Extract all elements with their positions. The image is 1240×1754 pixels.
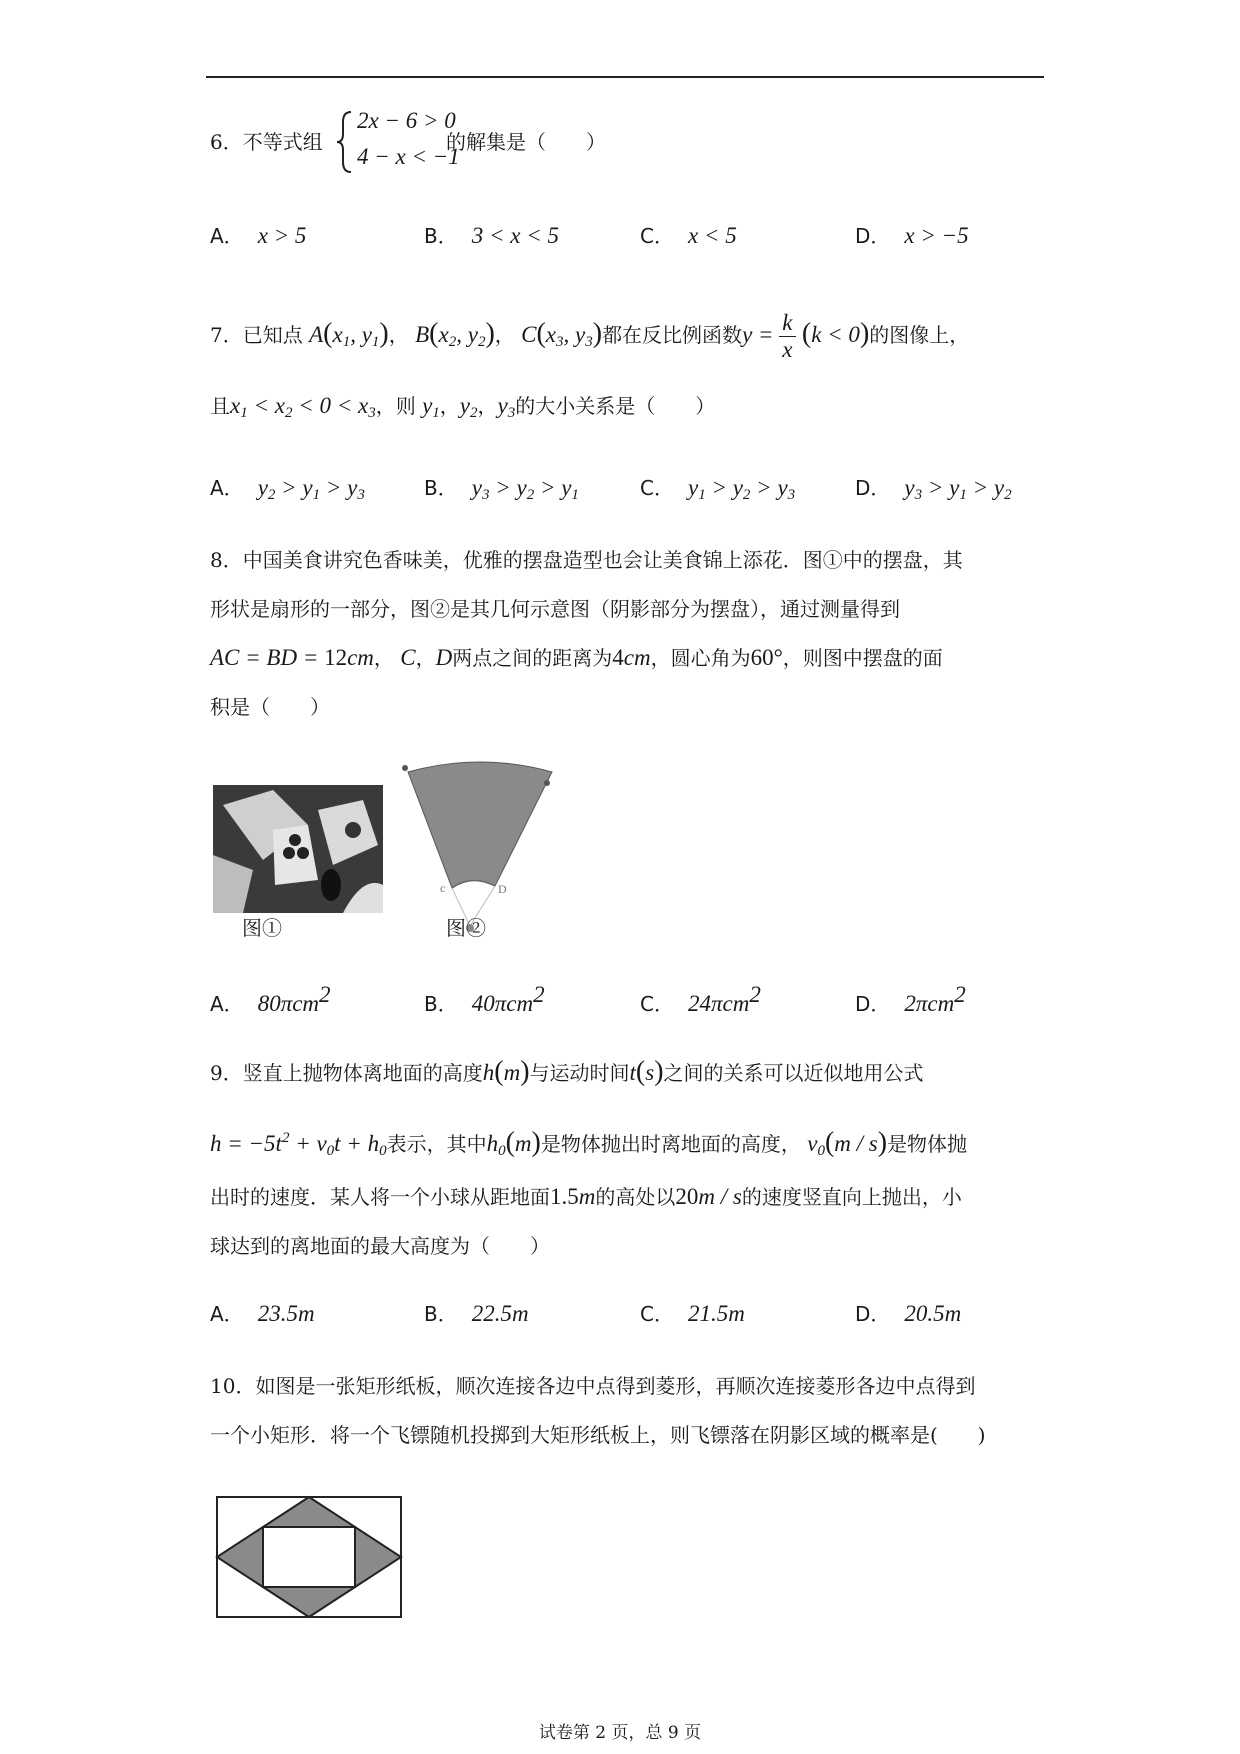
q10-line2: 一个小矩形．将一个飞镖随机投掷到大矩形纸板上，则飞镖落在阴影区域的概率是( ) bbox=[210, 1423, 986, 1447]
q6-tail: 的解集是（ ） bbox=[446, 130, 606, 154]
svg-text:D: D bbox=[498, 882, 507, 896]
q6-option-c[interactable]: C． x < 5 bbox=[640, 223, 737, 248]
q6-stem: 6．不等式组 bbox=[210, 130, 323, 154]
q7-option-d[interactable]: D． $y_3 > y_1 > y_2$ bbox=[855, 475, 1012, 503]
q10-line1: 10．如图是一张矩形纸板，顺次连接各边中点得到菱形，再顺次连接菱形各边中点得到 bbox=[210, 1374, 976, 1398]
q9-line3: 出时的速度．某人将一个小球从距地面1.5m的高处以20m / s的速度竖直向上抛出，小 bbox=[210, 1184, 962, 1209]
q8-figure1-caption: 图① bbox=[242, 916, 282, 940]
page-footer: 试卷第 2 页，总 9 页 bbox=[538, 1723, 702, 1743]
q9-options bbox=[210, 1298, 1070, 1328]
q8-line1: 8．中国美食讲究色香味美，优雅的摆盘造型也会让美食锦上添花．图①中的摆盘，其 bbox=[210, 548, 963, 572]
q6-option-d[interactable]: D． x > −5 bbox=[855, 223, 969, 248]
q9-option-d[interactable]: D． 20.5m bbox=[855, 1301, 962, 1326]
q6-option-a[interactable]: A． x > 5 bbox=[210, 223, 307, 248]
q6-options bbox=[210, 220, 1070, 250]
q7-option-b[interactable]: B． $y_3 > y_2 > y_1$ bbox=[424, 475, 579, 503]
q7-option-a[interactable]: A． $y_2 > y_1 > y_3$ bbox=[210, 475, 365, 503]
q8-line2: 形状是扇形的一部分，图②是其几何示意图（阴影部分为摆盘），通过测量得到 bbox=[210, 597, 900, 621]
q8-option-a[interactable]: A． 80πcm$^2$ bbox=[210, 982, 331, 1016]
q7-line1: 7．已知点 $A(x_1$, $y_1$)， $B(x_2$, $y_2$)， $C(x_3$, $y_3$)都在反比例函数y = $\frac{k}{x}$ (k < 0)的图像上， bbox=[210, 310, 970, 362]
q6-system bbox=[335, 108, 460, 178]
q9-line1: 9．竖直上抛物体离地面的高度h(m)与运动时间t(s)之间的关系可以近似地用公式 bbox=[210, 1056, 924, 1087]
svg-text:c: c bbox=[440, 881, 446, 895]
q7-option-c[interactable]: C． $y_1 > y_2 > y_3$ bbox=[640, 475, 796, 503]
q8-figure2-sector bbox=[400, 758, 565, 938]
q9-line2: $h = -5t^2 + v_0t + h_0$表示，其中$h_0(m)$是物体抛出时离地面的高度， $v_0(m / s)$是物体抛 bbox=[210, 1127, 968, 1159]
q9-option-b[interactable]: B． 22.5m bbox=[424, 1301, 529, 1326]
q7-options bbox=[210, 472, 1070, 502]
q8-figure1-photo bbox=[213, 785, 383, 913]
q6-option-b[interactable]: B． 3 < x < 5 bbox=[424, 223, 559, 248]
q9-option-a[interactable]: A． 23.5m bbox=[210, 1301, 315, 1326]
header-rule bbox=[206, 76, 1044, 78]
q8-option-c[interactable]: C． 24πcm$^2$ bbox=[640, 982, 761, 1016]
q10-figure-rectangle bbox=[215, 1495, 405, 1621]
brace-icon bbox=[335, 110, 355, 174]
q8-option-b[interactable]: B． 40πcm$^2$ bbox=[424, 982, 545, 1016]
q8-option-d[interactable]: D． 2πcm$^2$ bbox=[855, 982, 966, 1016]
q8-options bbox=[210, 982, 1070, 1016]
q7-fraction: $\frac{k}{x}$ bbox=[779, 310, 795, 363]
q8-line4: 积是（ ） bbox=[210, 695, 330, 719]
q9-option-c[interactable]: C． 21.5m bbox=[640, 1301, 745, 1326]
q8-figure2-caption: 图② bbox=[446, 916, 486, 940]
q9-line4: 球达到的离地面的最大高度为（ ） bbox=[210, 1234, 550, 1258]
q8-line3: AC = BD = 12cm， C，D两点之间的距离为4cm，圆心角为60°，则图中摆盘的面 bbox=[210, 645, 943, 670]
q7-line2: 且$x_1 < x_2 < 0 < x_3$，则 $y_1$，$y_2$，$y_3$的大小关系是（ ） bbox=[210, 393, 716, 421]
q6-ineq1: 2x − 6 > 0 bbox=[357, 108, 456, 133]
q6-ineq2: 4 − x < −1 bbox=[357, 144, 460, 169]
